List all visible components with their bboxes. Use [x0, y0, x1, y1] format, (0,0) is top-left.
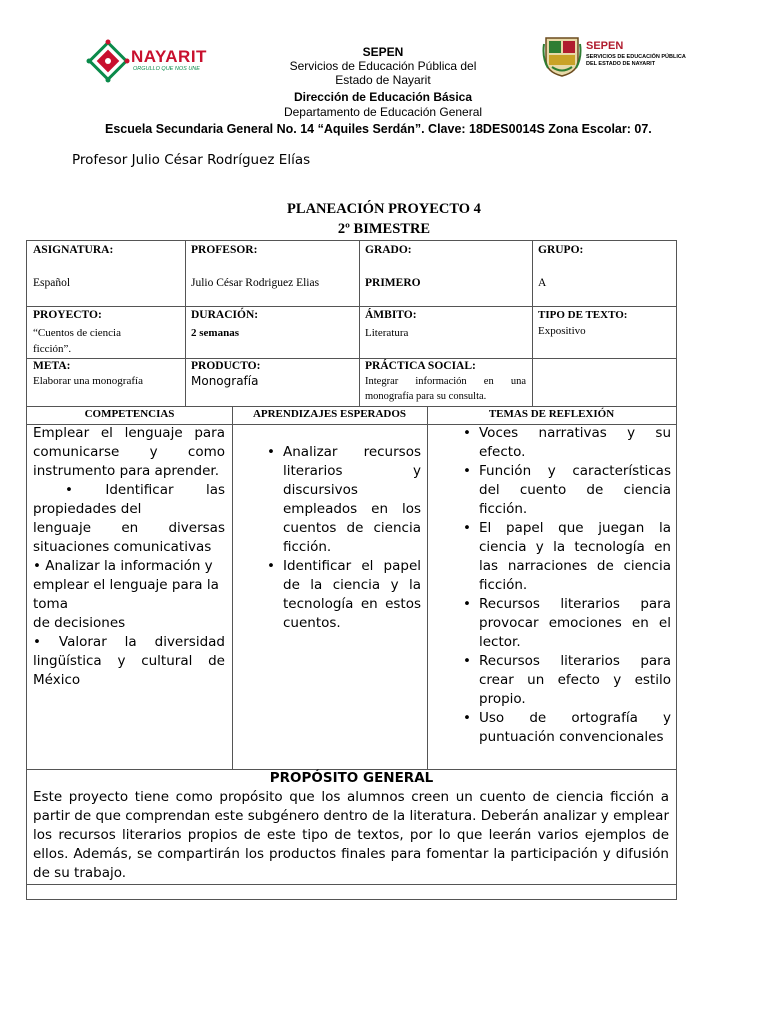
temas-header: TEMAS DE REFLEXIÓN	[488, 408, 615, 420]
org-title: SEPEN	[362, 45, 404, 59]
tema-item: • Uso de ortografía y puntuación convencionales	[479, 709, 671, 747]
grado-value: PRIMERO	[365, 277, 421, 289]
temas-list	[459, 424, 671, 747]
plan-bimestre: 2º BIMESTRE	[337, 221, 431, 237]
tema-item: • El papel que juegan la ciencia y la tecnología en las narraciones de ciencia ficción.	[479, 519, 671, 595]
competencias-line: Emplear el lenguaje para	[33, 425, 225, 441]
profesor-label: PROFESOR:	[191, 244, 258, 256]
aprendizajes-list	[263, 443, 421, 633]
competencias-line: instrumento para aprender.	[33, 463, 219, 479]
competencias-line: • Analizar la información y	[33, 558, 213, 574]
plan-title: PLANEACIÓN PROYECTO 4	[287, 201, 481, 217]
competencias-header: COMPETENCIAS	[84, 408, 175, 420]
proposito-text: Este proyecto tiene como propósito que los alumnos creen un cuento de ciencia ficción a partir de que comprendan este subgénero dentro de la literatura. Deberán analizar y emplear los recursos literarios propios de este tipo de textos, por lo que leerán varios ejemplos de ellos. Además, se compartirán los productos finales para fomentar la participación y difusión de su trabajo.	[33, 789, 669, 881]
competencias-line: México	[33, 672, 81, 688]
sepen-shield-icon	[542, 34, 582, 78]
direction-title: Dirección de Educación Básica	[293, 90, 473, 104]
competencias-line: situaciones comunicativas	[33, 539, 212, 555]
proyecto-value-line1: “Cuentos de ciencia	[33, 327, 121, 339]
ambito-value: Literatura	[365, 327, 409, 339]
proyecto-label: PROYECTO:	[33, 309, 102, 321]
competencias-line: propiedades del	[33, 501, 142, 517]
competencias-line: lenguaje en diversas	[33, 520, 225, 536]
department-title: Departamento de Educación General	[283, 105, 483, 119]
grado-label: GRADO:	[365, 244, 412, 256]
profesor-value: Julio César Rodriguez Elias	[191, 277, 320, 289]
aprendizaje-item: • Identificar el papel de la ciencia y la tecnología en estos cuentos.	[283, 557, 421, 633]
tipo-texto-label: TIPO DE TEXTO:	[538, 309, 628, 321]
practica-value: Integrar información en una monografía para su consulta.	[365, 376, 526, 402]
sepen-logo-text: SEPEN	[586, 40, 624, 52]
producto-label: PRODUCTO:	[191, 360, 261, 372]
meta-label: META:	[33, 360, 71, 372]
tipo-texto-value: Expositivo	[538, 325, 586, 337]
tema-item: • Función y características del cuento de ciencia ficción.	[479, 462, 671, 519]
grupo-label: GRUPO:	[538, 244, 584, 256]
asignatura-value: Español	[33, 277, 71, 289]
sepen-logo-line2: DEL ESTADO DE NAYARIT	[586, 61, 656, 67]
producto-value: Monografía	[191, 374, 259, 388]
competencias-line: toma	[33, 596, 68, 612]
sepen-logo-line1: SERVICIOS DE EDUCACIÓN PÚBLICA	[586, 54, 686, 60]
grupo-value: A	[538, 277, 547, 289]
duracion-value: 2 semanas	[191, 327, 239, 339]
aprendizaje-item: • Analizar recursos literarios y discursivos empleados en los cuentos de ciencia ficción.	[283, 443, 421, 557]
asignatura-label: ASIGNATURA:	[33, 244, 114, 256]
practica-label: PRÁCTICA SOCIAL:	[365, 360, 476, 372]
tema-item: • Recursos literarios para provocar emociones en el lector.	[479, 595, 671, 652]
org-full-line2: Estado de Nayarit	[335, 73, 431, 87]
competencias-line: lingüística y cultural de	[33, 653, 225, 669]
competencias-line: • Identificar las	[65, 482, 225, 498]
competencias-list	[33, 424, 225, 690]
competencias-line: • Valorar la diversidad	[33, 634, 225, 650]
nayarit-logo	[85, 38, 215, 84]
sepen-logo	[542, 34, 712, 78]
tema-item: • Voces narrativas y su efecto.	[479, 424, 671, 462]
meta-value: Elaborar una monografía	[33, 375, 143, 387]
proposito-title: PROPÓSITO GENERAL	[269, 770, 434, 786]
competencias-line: de decisiones	[33, 615, 126, 631]
aprendizajes-header: APRENDIZAJES ESPERADOS	[252, 408, 407, 420]
tema-item: • Recursos literarios para crear un efecto y estilo propio.	[479, 652, 671, 709]
org-full-line1: Servicios de Educación Pública del	[289, 59, 477, 73]
competencias-line: comunicarse y como	[33, 444, 225, 460]
nayarit-logo-text: NAYARIT	[131, 47, 207, 66]
teacher-line: Profesor Julio César Rodríguez Elías	[72, 152, 311, 168]
competencias-line: emplear el lenguaje para la	[33, 577, 219, 593]
planning-table	[26, 240, 677, 900]
school-line: Escuela Secundaria General No. 14 “Aquiles Serdán”. Clave: 18DES0014S Zona Escolar: 07.	[105, 122, 652, 136]
duracion-label: DURACIÓN:	[191, 309, 259, 321]
ambito-label: ÁMBITO:	[365, 309, 417, 321]
proyecto-value-line2: ficción”.	[33, 343, 72, 355]
nayarit-logo-tagline: ORGULLO QUE NOS UNE	[133, 66, 200, 72]
